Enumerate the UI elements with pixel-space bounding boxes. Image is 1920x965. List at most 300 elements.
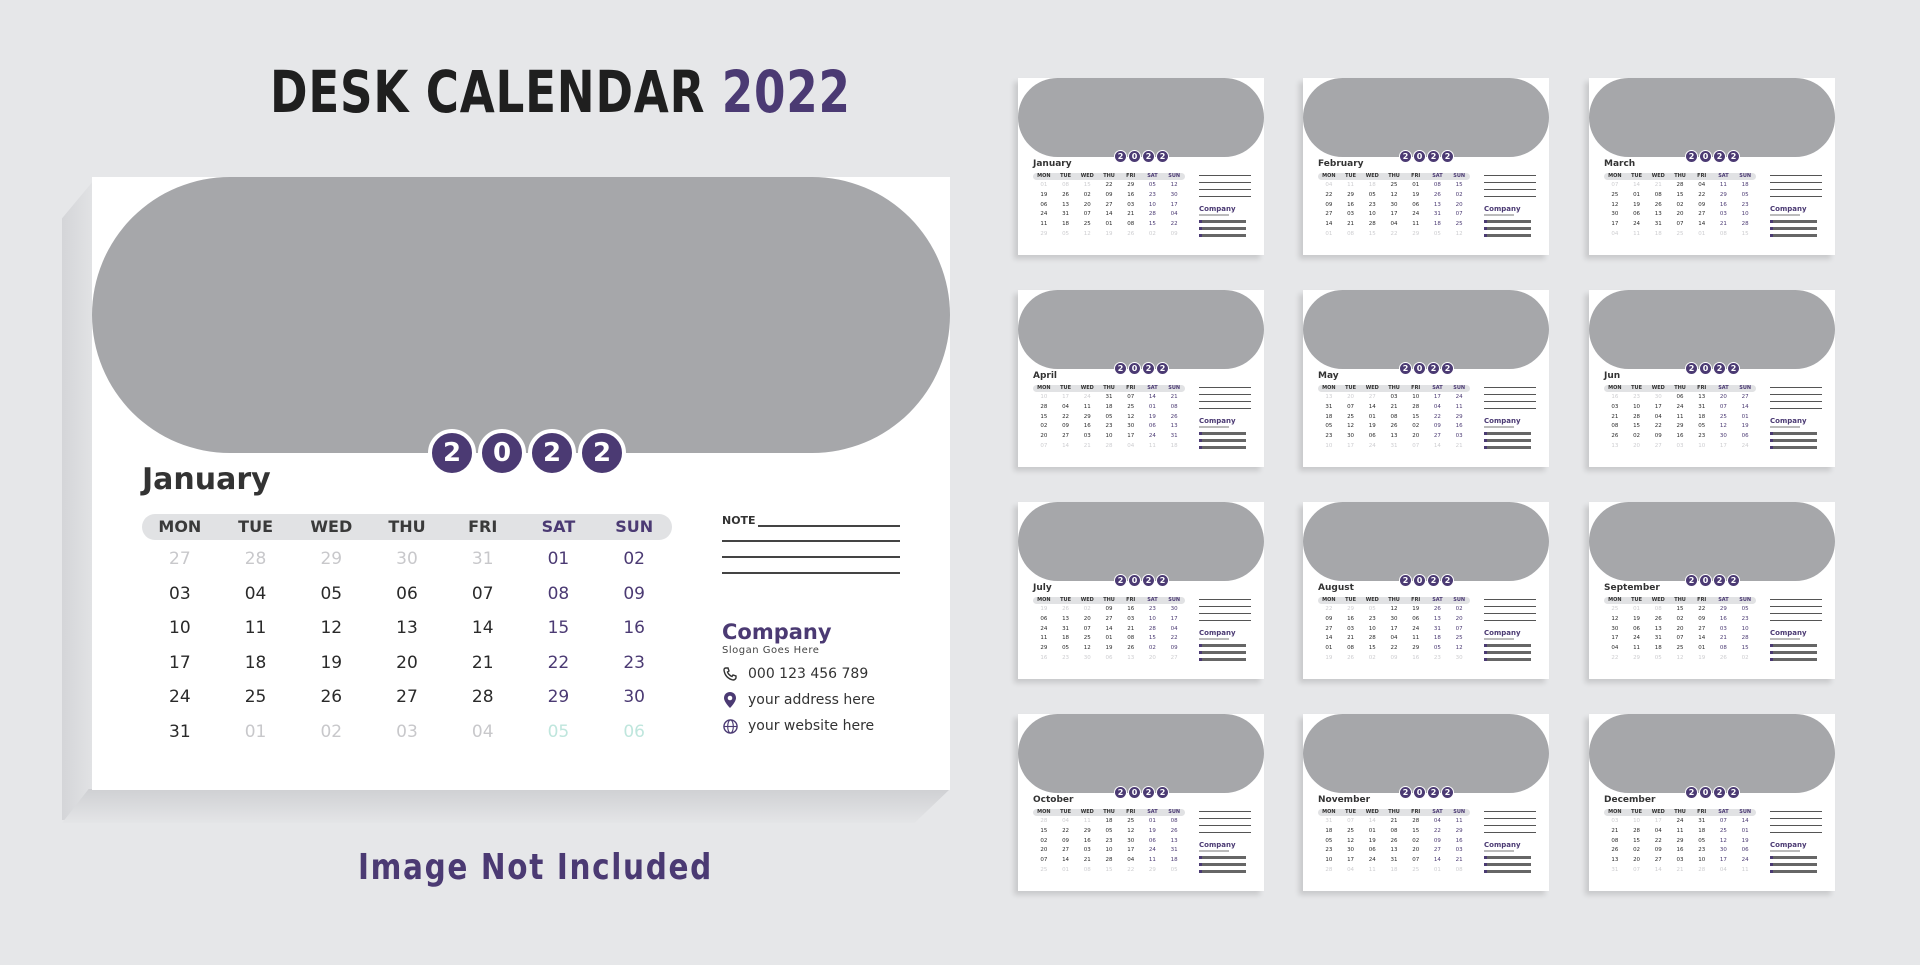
- day-cell: 28: [1698, 866, 1706, 873]
- day-cell: 11: [1040, 221, 1048, 228]
- weekday-label: SUN: [1453, 597, 1466, 603]
- weekday-header: [1604, 173, 1756, 180]
- day-cell: 07: [471, 583, 494, 604]
- weekday-label: TUE: [1345, 385, 1357, 391]
- day-cell: 12: [1455, 645, 1463, 652]
- year-badge: [1114, 362, 1169, 375]
- weekday-label: SAT: [1718, 173, 1729, 179]
- weekday-label: THU: [388, 517, 426, 536]
- day-cell: 01: [1633, 191, 1641, 198]
- day-cell: 23: [1148, 191, 1156, 198]
- weekday-label: SUN: [1739, 385, 1752, 391]
- day-cell: 23: [1633, 394, 1641, 400]
- day-cell: 31: [1062, 211, 1070, 218]
- day-cell: 20: [1719, 394, 1727, 400]
- day-cell: 04: [1611, 645, 1619, 652]
- day-cell: 02: [320, 721, 343, 742]
- day-cell: 25: [1611, 606, 1619, 612]
- day-cell: 27: [1062, 433, 1070, 440]
- day-cell: 16: [1455, 837, 1463, 844]
- day-cell: 23: [1105, 837, 1113, 844]
- day-cell: 23: [1105, 423, 1113, 430]
- day-cell: 14: [1698, 635, 1706, 642]
- day-cell: 01: [1741, 827, 1749, 834]
- weekday-label: SUN: [1739, 597, 1752, 603]
- weekday-header: [1033, 173, 1185, 180]
- day-cell: 30: [1127, 423, 1135, 430]
- day-cell: 12: [1611, 615, 1619, 622]
- day-cell: 18: [1698, 413, 1706, 420]
- weekday-label: WED: [1365, 385, 1379, 391]
- note-section: [1199, 173, 1251, 201]
- location-pin-icon: [722, 692, 738, 708]
- day-cell: 04: [1390, 221, 1398, 228]
- day-cell: 30: [1170, 606, 1178, 612]
- day-cell: 23: [1368, 615, 1376, 622]
- day-cell: 29: [1676, 423, 1684, 430]
- day-cell: 16: [1719, 615, 1727, 622]
- day-cell: 02: [1633, 847, 1641, 854]
- day-cell: 09: [1433, 423, 1441, 430]
- day-grid: [1318, 606, 1470, 665]
- year-digit: 2: [1399, 786, 1412, 799]
- day-cell: 05: [320, 583, 343, 604]
- day-cell: 04: [1170, 211, 1178, 218]
- day-cell: 22: [1433, 413, 1441, 420]
- day-cell: 08: [547, 583, 570, 604]
- day-cell: 29: [1040, 230, 1048, 237]
- weekday-label: WED: [1365, 809, 1379, 815]
- weekday-label: TUE: [1060, 173, 1072, 179]
- day-cell: 31: [1433, 625, 1441, 632]
- day-cell: 06: [1040, 201, 1048, 208]
- day-cell: 01: [1368, 827, 1376, 834]
- day-cell: 09: [1698, 201, 1706, 208]
- weekday-header: [1318, 597, 1470, 604]
- day-cell: 16: [1412, 654, 1420, 661]
- day-cell: 17: [1062, 394, 1070, 400]
- year-digit: 2: [1727, 362, 1740, 375]
- day-cell: 22: [1127, 866, 1135, 873]
- note-line: [722, 556, 900, 558]
- year-digit: 2: [1685, 786, 1698, 799]
- day-cell: 27: [1170, 654, 1178, 661]
- day-cell: 11: [244, 618, 267, 639]
- day-cell: 06: [1148, 423, 1156, 430]
- day-cell: 13: [1433, 615, 1441, 622]
- year-badge: [1685, 362, 1740, 375]
- day-cell: 05: [1654, 654, 1662, 661]
- day-cell: 16: [1455, 423, 1463, 430]
- day-cell: 17: [1127, 433, 1135, 440]
- month-preview-card: [1018, 290, 1264, 467]
- day-cell: 24: [1741, 442, 1749, 449]
- day-cell: 31: [1433, 211, 1441, 218]
- year-digit: 2: [1713, 362, 1726, 375]
- day-cell: 12: [1127, 827, 1135, 834]
- day-cell: 24: [1148, 433, 1156, 440]
- company-info: Company: [1484, 629, 1531, 661]
- day-cell: 05: [1062, 645, 1070, 652]
- day-cell: 12: [1127, 413, 1135, 420]
- day-cell: 16: [1676, 847, 1684, 854]
- photo-placeholder: [1303, 78, 1549, 157]
- day-cell: 08: [1390, 413, 1398, 420]
- note-section: [1199, 809, 1251, 837]
- day-cell: 30: [396, 549, 418, 569]
- day-cell: 30: [1611, 625, 1619, 632]
- day-cell: 25: [1127, 403, 1135, 410]
- company-info: Company: [1199, 841, 1246, 873]
- weekday-label: WED: [1651, 173, 1665, 179]
- year-digit: 2: [1713, 150, 1726, 163]
- month-preview-card: [1589, 78, 1835, 255]
- day-cell: 22: [1062, 413, 1070, 420]
- weekday-label: WED: [310, 517, 353, 536]
- day-cell: 28: [1105, 442, 1113, 449]
- day-cell: 30: [1347, 433, 1355, 440]
- day-cell: 03: [1347, 625, 1355, 632]
- day-cell: 29: [1719, 191, 1727, 198]
- weekday-label: SUN: [1168, 173, 1181, 179]
- day-grid: [1318, 182, 1470, 241]
- day-cell: 07: [1455, 211, 1463, 218]
- day-cell: 13: [1611, 442, 1619, 449]
- weekday-label: FRI: [468, 517, 498, 536]
- day-cell: 01: [547, 549, 570, 569]
- weekday-label: THU: [1388, 173, 1400, 179]
- month-title: October: [1033, 795, 1074, 805]
- day-cell: 05: [1741, 606, 1749, 612]
- day-grid: [1033, 818, 1185, 877]
- day-cell: 27: [169, 549, 191, 569]
- day-cell: 06: [1412, 615, 1420, 622]
- day-cell: 02: [1412, 837, 1420, 844]
- day-cell: 18: [1390, 866, 1398, 873]
- day-cell: 03: [1455, 847, 1463, 854]
- day-cell: 03: [1719, 211, 1727, 218]
- day-cell: 20: [1040, 433, 1048, 440]
- day-cell: 21: [1347, 221, 1355, 228]
- year-digit: 2: [1156, 150, 1169, 163]
- day-cell: 23: [1698, 847, 1706, 854]
- day-cell: 14: [471, 618, 494, 639]
- day-cell: 14: [1368, 818, 1376, 824]
- day-cell: 18: [1741, 182, 1749, 188]
- year-digit: 2: [1685, 150, 1698, 163]
- day-cell: 28: [1412, 818, 1420, 824]
- day-cell: 15: [1368, 230, 1376, 237]
- day-cell: 05: [547, 721, 570, 742]
- month-title: September: [1604, 583, 1660, 593]
- day-cell: 26: [1062, 191, 1070, 198]
- note-section: [1484, 597, 1536, 625]
- day-cell: 08: [1083, 866, 1091, 873]
- day-cell: 05: [1062, 230, 1070, 237]
- year-badge: [1114, 574, 1169, 587]
- day-cell: 23: [1433, 654, 1441, 661]
- day-cell: 14: [1325, 635, 1333, 642]
- day-cell: 21: [1676, 866, 1684, 873]
- day-cell: 26: [1347, 654, 1355, 661]
- day-cell: 27: [396, 687, 418, 708]
- day-cell: 03: [1611, 403, 1619, 410]
- day-cell: 21: [1719, 221, 1727, 228]
- year-digit: 2: [1441, 150, 1454, 163]
- month-preview-card: [1303, 290, 1549, 467]
- day-cell: 06: [1040, 615, 1048, 622]
- day-cell: 25: [244, 687, 267, 708]
- day-cell: 16: [1040, 654, 1048, 661]
- note-section: [1199, 385, 1251, 413]
- day-cell: 29: [1455, 827, 1463, 834]
- year-digit: 2: [1114, 574, 1127, 587]
- weekday-label: SAT: [1718, 809, 1729, 815]
- day-cell: 17: [169, 652, 191, 673]
- year-digit: 2: [1685, 574, 1698, 587]
- day-cell: 01: [1148, 818, 1156, 824]
- day-cell: 05: [1325, 423, 1333, 430]
- day-cell: 11: [1633, 230, 1641, 237]
- day-cell: 18: [244, 652, 267, 673]
- day-cell: 31: [1611, 866, 1619, 873]
- day-cell: 14: [1433, 857, 1441, 864]
- day-cell: 03: [1127, 615, 1135, 622]
- day-cell: 09: [623, 583, 645, 604]
- day-cell: 07: [1455, 625, 1463, 632]
- day-cell: 14: [1062, 442, 1070, 449]
- day-cell: 11: [1455, 403, 1463, 410]
- day-cell: 14: [1148, 394, 1156, 400]
- day-cell: 11: [1719, 182, 1727, 188]
- day-cell: 05: [1170, 866, 1178, 873]
- day-cell: 05: [1433, 645, 1441, 652]
- day-cell: 06: [1741, 433, 1749, 440]
- day-cell: 11: [1455, 818, 1463, 824]
- day-cell: 10: [1633, 403, 1641, 410]
- weekday-label: MON: [1608, 597, 1622, 603]
- note-section: [1484, 173, 1536, 201]
- day-cell: 01: [1062, 866, 1070, 873]
- day-cell: 09: [1654, 847, 1662, 854]
- year-digit: 0: [1699, 362, 1712, 375]
- day-cell: 28: [471, 687, 494, 708]
- day-cell: 21: [1127, 211, 1135, 218]
- day-cell: 30: [1719, 847, 1727, 854]
- weekday-label: SUN: [1739, 809, 1752, 815]
- company-info: Company: [1770, 629, 1817, 661]
- day-cell: 01: [1368, 413, 1376, 420]
- day-cell: 31: [1698, 818, 1706, 824]
- day-cell: 04: [1325, 182, 1333, 188]
- day-cell: 04: [244, 583, 267, 604]
- phone-text: 000 123 456 789: [748, 666, 869, 682]
- day-cell: 06: [1105, 654, 1113, 661]
- day-cell: 08: [1170, 403, 1178, 410]
- day-cell: 16: [1127, 191, 1135, 198]
- weekday-label: WED: [1651, 597, 1665, 603]
- photo-placeholder: [1303, 714, 1549, 793]
- day-cell: 17: [1433, 394, 1441, 400]
- day-cell: 15: [1412, 413, 1420, 420]
- day-cell: 09: [1170, 645, 1178, 652]
- footer-note: Image Not Included: [358, 847, 713, 888]
- year-badge: [428, 429, 626, 477]
- day-cell: 01: [1105, 635, 1113, 642]
- day-cell: 24: [1040, 211, 1048, 218]
- weekday-label: SAT: [1147, 597, 1158, 603]
- day-cell: 19: [1040, 606, 1048, 612]
- day-cell: 22: [1654, 423, 1662, 430]
- day-cell: 19: [1741, 423, 1749, 430]
- day-cell: 26: [1127, 230, 1135, 237]
- day-grid: [1033, 394, 1185, 453]
- day-cell: 23: [1368, 201, 1376, 208]
- day-cell: 05: [1741, 191, 1749, 198]
- day-cell: 28: [1633, 827, 1641, 834]
- day-cell: 09: [1325, 201, 1333, 208]
- year-digit: 0: [1699, 786, 1712, 799]
- day-cell: 21: [1719, 635, 1727, 642]
- weekday-label: FRI: [1697, 385, 1707, 391]
- weekday-label: THU: [1103, 597, 1115, 603]
- day-cell: 22: [547, 652, 570, 673]
- month-title: November: [1318, 795, 1371, 805]
- day-cell: 09: [1433, 837, 1441, 844]
- day-cell: 08: [1654, 606, 1662, 612]
- day-cell: 17: [1170, 615, 1178, 622]
- day-cell: 15: [1040, 827, 1048, 834]
- month-title: January: [142, 462, 271, 497]
- day-cell: 28: [1676, 182, 1684, 188]
- day-cell: 08: [1170, 818, 1178, 824]
- weekday-label: SUN: [1168, 385, 1181, 391]
- day-cell: 15: [1083, 182, 1091, 188]
- company-slogan: Slogan Goes Here: [722, 645, 820, 656]
- weekday-label: FRI: [1411, 385, 1421, 391]
- day-cell: 21: [1390, 818, 1398, 824]
- day-cell: 01: [1325, 645, 1333, 652]
- day-cell: 31: [1105, 394, 1113, 400]
- weekday-label: FRI: [1126, 385, 1136, 391]
- day-cell: 26: [1170, 413, 1178, 420]
- day-grid: [1604, 818, 1756, 877]
- day-cell: 28: [1040, 818, 1048, 824]
- year-digit: 2: [1427, 150, 1440, 163]
- weekday-label: THU: [1103, 385, 1115, 391]
- day-cell: 29: [547, 687, 570, 708]
- day-cell: 10: [1325, 857, 1333, 864]
- day-cell: 25: [1719, 413, 1727, 420]
- day-cell: 12: [1455, 230, 1463, 237]
- note-section: [1484, 809, 1536, 837]
- day-cell: 02: [1455, 606, 1463, 612]
- day-cell: 23: [1325, 847, 1333, 854]
- day-cell: 09: [1170, 230, 1178, 237]
- day-cell: 10: [1698, 442, 1706, 449]
- year-digit: 2: [1685, 362, 1698, 375]
- weekday-label: WED: [1651, 809, 1665, 815]
- year-digit: 2: [1427, 786, 1440, 799]
- note-section: [1770, 809, 1822, 837]
- weekday-header: [1033, 809, 1185, 816]
- year-digit: 2: [1713, 574, 1726, 587]
- day-cell: 19: [1148, 413, 1156, 420]
- day-cell: 01: [1325, 230, 1333, 237]
- day-cell: 01: [1698, 645, 1706, 652]
- day-cell: 06: [396, 583, 418, 604]
- weekday-label: SUN: [1453, 809, 1466, 815]
- year-digit: 0: [1128, 786, 1141, 799]
- day-cell: 17: [1719, 857, 1727, 864]
- day-cell: 10: [1368, 211, 1376, 218]
- day-cell: 20: [1633, 442, 1641, 449]
- month-preview-card: [1589, 714, 1835, 891]
- day-cell: 28: [1325, 866, 1333, 873]
- day-cell: 15: [1148, 635, 1156, 642]
- year-digit: 2: [1441, 574, 1454, 587]
- day-cell: 16: [1676, 433, 1684, 440]
- day-cell: 31: [1390, 857, 1398, 864]
- weekday-label: FRI: [1697, 597, 1707, 603]
- day-cell: 27: [1433, 433, 1441, 440]
- day-cell: 07: [1127, 394, 1135, 400]
- note-line: [722, 540, 900, 542]
- day-cell: 13: [1654, 211, 1662, 218]
- day-cell: 08: [1127, 221, 1135, 228]
- year-digit: 2: [1441, 786, 1454, 799]
- day-cell: 02: [1083, 606, 1091, 612]
- day-cell: 20: [1083, 615, 1091, 622]
- day-cell: 08: [1719, 645, 1727, 652]
- day-cell: 16: [1347, 615, 1355, 622]
- day-cell: 04: [1170, 625, 1178, 632]
- weekday-label: SAT: [1147, 385, 1158, 391]
- day-cell: 04: [1611, 230, 1619, 237]
- photo-placeholder: [1018, 78, 1264, 157]
- day-cell: 12: [1719, 837, 1727, 844]
- photo-placeholder: [1018, 714, 1264, 793]
- day-cell: 14: [1433, 442, 1441, 449]
- day-cell: 05: [1433, 230, 1441, 237]
- day-cell: 20: [1412, 433, 1420, 440]
- day-cell: 25: [1455, 635, 1463, 642]
- day-cell: 28: [1040, 403, 1048, 410]
- day-cell: 27: [1062, 847, 1070, 854]
- year-digit: 0: [1413, 786, 1426, 799]
- day-cell: 23: [1148, 606, 1156, 612]
- calendar-stand-side: [62, 180, 94, 820]
- day-cell: 21: [1455, 857, 1463, 864]
- day-cell: 30: [1654, 394, 1662, 400]
- day-cell: 04: [1433, 403, 1441, 410]
- day-cell: 14: [1105, 211, 1113, 218]
- day-cell: 19: [1741, 837, 1749, 844]
- weekday-label: SAT: [1432, 173, 1443, 179]
- company-info: Company: [1770, 205, 1817, 237]
- day-cell: 04: [1433, 818, 1441, 824]
- day-cell: 18: [1325, 413, 1333, 420]
- day-cell: 01: [1698, 230, 1706, 237]
- day-cell: 24: [1455, 394, 1463, 400]
- year-digit: 2: [1427, 574, 1440, 587]
- day-cell: 04: [471, 721, 494, 742]
- day-cell: 25: [1611, 191, 1619, 198]
- weekday-label: MON: [1037, 173, 1051, 179]
- day-cell: 11: [1368, 866, 1376, 873]
- day-cell: 10: [1741, 625, 1749, 632]
- day-cell: 10: [1105, 433, 1113, 440]
